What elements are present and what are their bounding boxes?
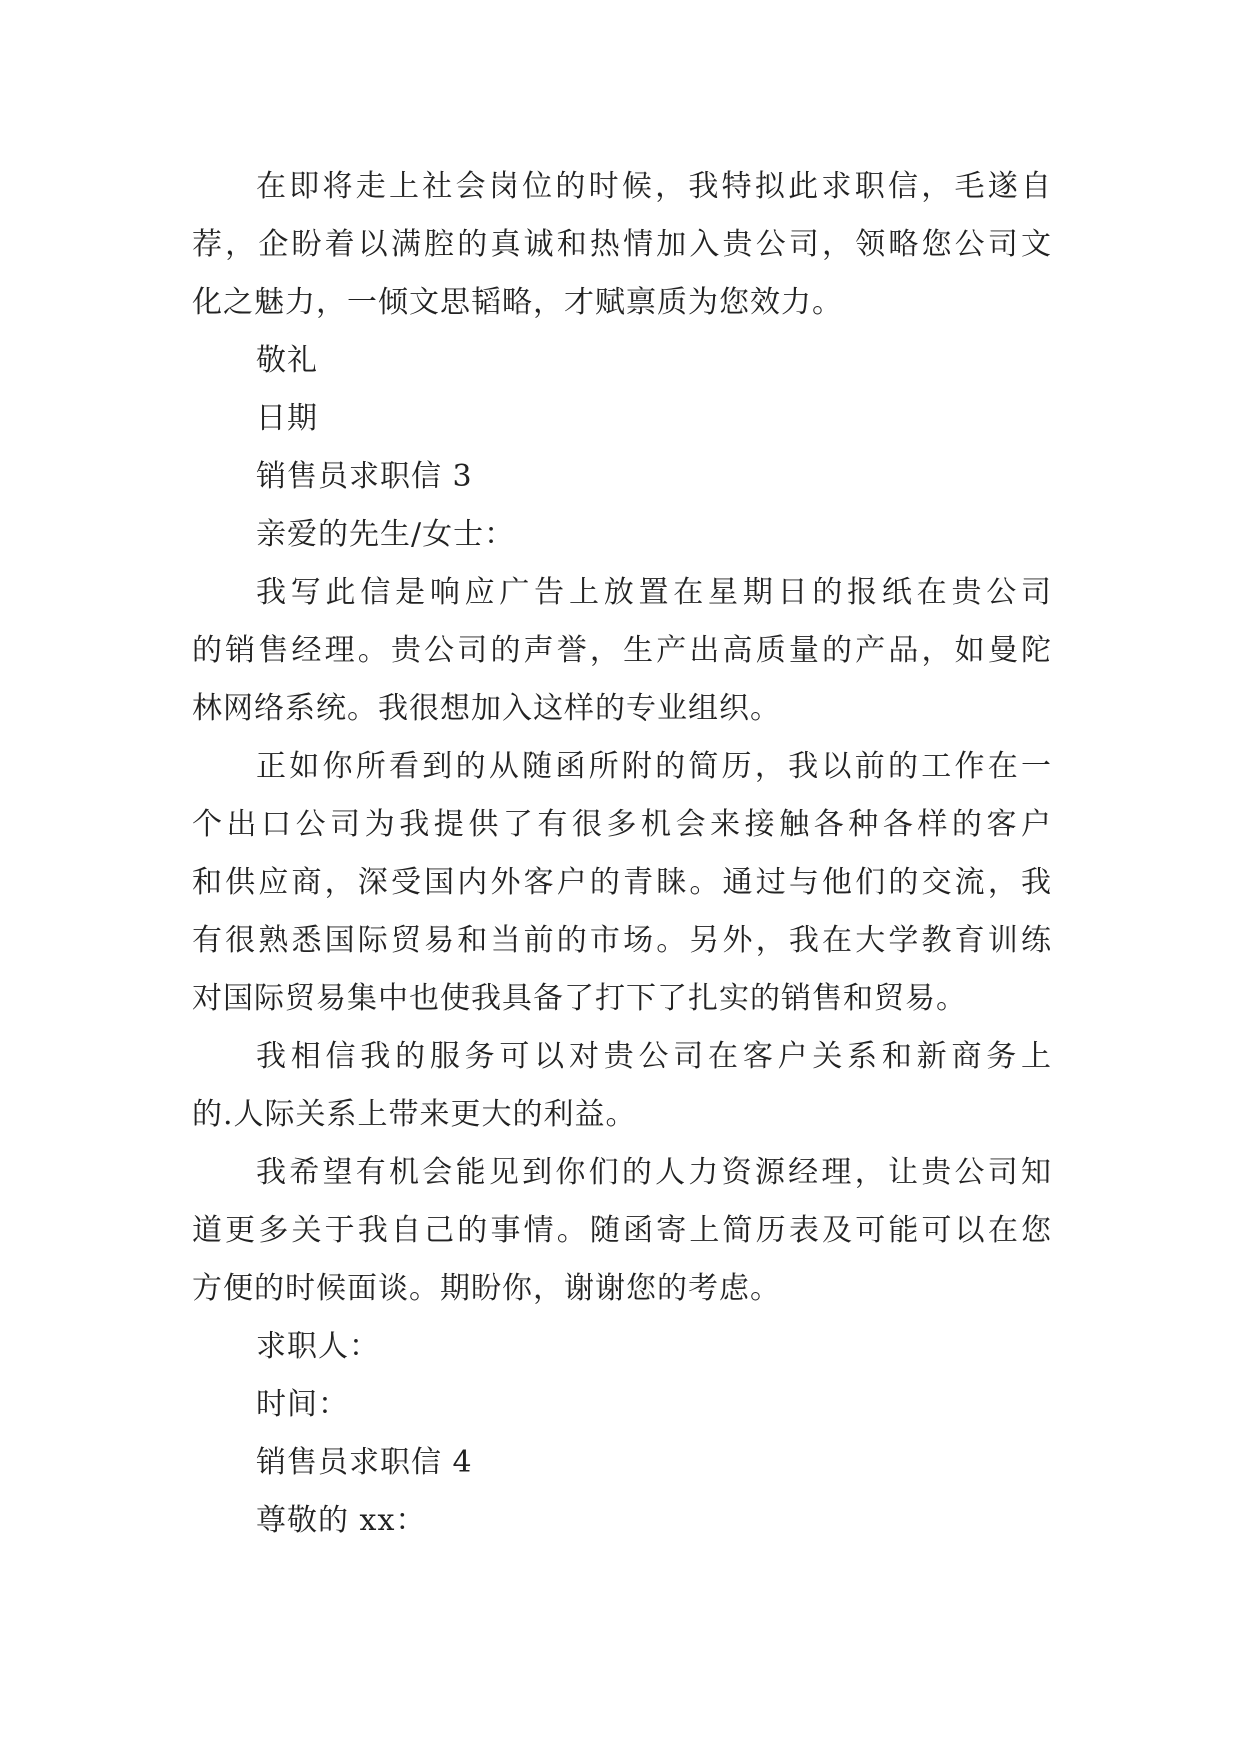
paragraph-experience: [192, 738, 1052, 1028]
salutation: 亲爱的先生/女士：: [256, 517, 516, 552]
letter-body: [192, 158, 1052, 1550]
text-line: 方便的时候面谈。期盼你，谢谢您的考虑。: [192, 1271, 781, 1306]
letter-heading: 销售员求职信 3: [256, 459, 473, 494]
time-label: 时间：: [256, 1387, 349, 1422]
text-line: 荐，企盼着以满腔的真诚和热情加入贵公司，领略您公司文: [192, 227, 1052, 262]
paragraph-response: [192, 564, 1052, 738]
paragraph-hope: [192, 1144, 1052, 1318]
text-line: 有很熟悉国际贸易和当前的市场。另外，我在大学教育训练: [192, 923, 1052, 958]
text-line: 的.人际关系上带来更大的利益。: [192, 1097, 637, 1132]
text-line: 个出口公司为我提供了有很多机会来接触各种各样的客户: [192, 807, 1052, 842]
text-line: 我相信我的服务可以对贵公司在客户关系和新商务上: [256, 1039, 1052, 1074]
text-line: 对国际贸易集中也使我具备了打下了扎实的销售和贸易。: [192, 981, 967, 1016]
text-line: 化之魅力，一倾文思韬略，才赋禀质为您效力。: [192, 285, 843, 320]
applicant-label: 求职人：: [256, 1329, 380, 1364]
text-line: 的销售经理。贵公司的声誉，生产出高质量的产品，如曼陀: [192, 633, 1052, 668]
text-line: 道更多关于我自己的事情。随函寄上简历表及可能可以在您: [192, 1213, 1052, 1248]
date-label: 日期: [256, 401, 318, 436]
salutation-closing: 敬礼: [256, 343, 318, 378]
text-line: 我写此信是响应广告上放置在星期日的报纸在贵公司: [256, 575, 1052, 610]
text-line: 林网络系统。我很想加入这样的专业组织。: [192, 691, 781, 726]
text-line: 我希望有机会能见到你们的人力资源经理，让贵公司知: [256, 1155, 1052, 1190]
paragraph-intro-closing: [192, 158, 1052, 332]
text-line: 正如你所看到的从随函所附的简历，我以前的工作在一: [256, 749, 1052, 784]
text-line: 和供应商，深受国内外客户的青睐。通过与他们的交流，我: [192, 865, 1052, 900]
text-line: 在即将走上社会岗位的时候，我特拟此求职信，毛遂自: [256, 169, 1052, 204]
paragraph-belief: [192, 1028, 1052, 1144]
letter-heading: 销售员求职信 4: [256, 1445, 473, 1480]
salutation: 尊敬的 xx：: [256, 1503, 427, 1538]
